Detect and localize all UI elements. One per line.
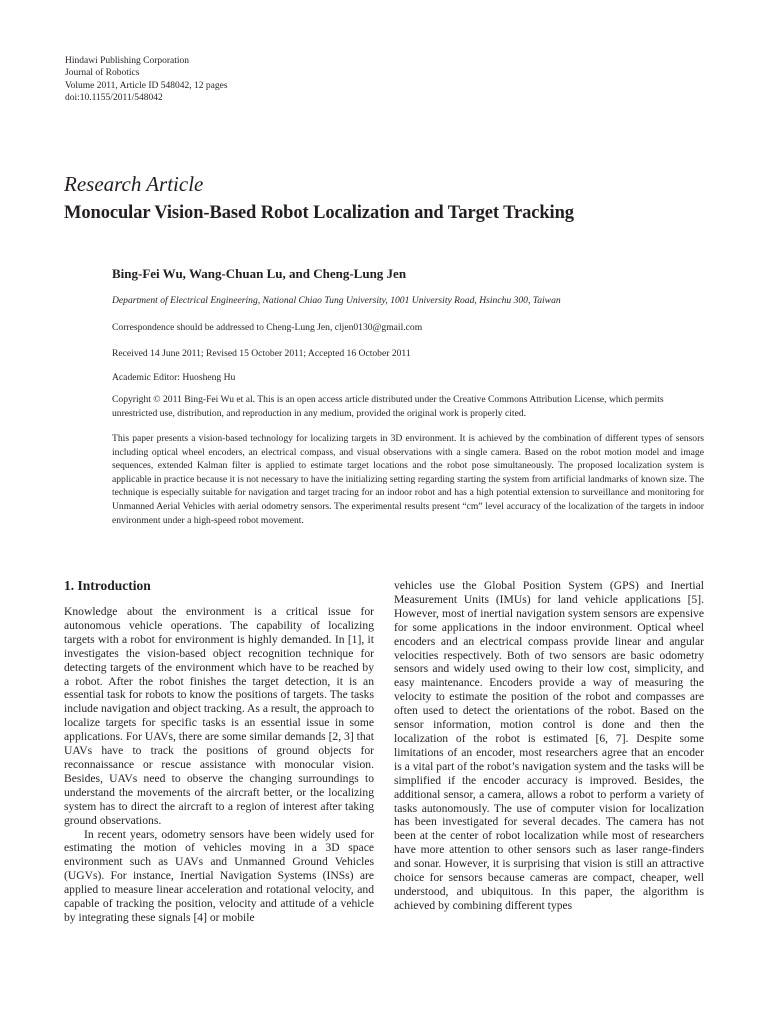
right-column bbox=[394, 579, 704, 913]
dates-line: Received 14 June 2011; Revised 15 October 2011; Accepted 16 October 2011 bbox=[112, 348, 411, 359]
section-heading-introduction: 1. Introduction bbox=[64, 578, 151, 593]
journal-header bbox=[65, 55, 228, 105]
intro-paragraph-1: Knowledge about the environment is a critical issue for autonomous vehicle operations. The capability of localizing targets with a robot for environment is highly demanded. In [1], it investigates the vision-based object recognition technique for detecting targets of the environment which have to be reached by a robot. After the robot finishes the target detection, it is an essential task for robots to know the positions of targets. The tasks include navigation and object tracking. As a result, the approach to localize targets for specific tasks is an essential issue in some applications. For UAVs, there are some similar demands [2, 3] that UAVs have to track the positions of ground objects for reconnaissance or rescue assistance with monocular vision. Besides, UAVs need to observe the changing surroundings to understand the movements of the aircraft better, or the localizing system has to direct the aircraft to a region of interest after taking ground observations. bbox=[64, 605, 374, 827]
publisher-name: Hindawi Publishing Corporation bbox=[65, 56, 190, 66]
left-column bbox=[64, 578, 374, 925]
volume-info: Volume 2011, Article ID 548042, 12 pages bbox=[65, 80, 228, 91]
copyright-notice: Copyright © 2011 Bing-Fei Wu et al. This is an open access article distributed under the Creative Commons Attribution License, which permits unrestricted use, distribution, and reproduction in any medium, provided the original work is properly cited. bbox=[112, 394, 664, 419]
affiliation: Department of Electrical Engineering, National Chiao Tung University, 1001 University Road, Hsinchu 300, Taiwan bbox=[112, 295, 561, 306]
journal-name: Journal of Robotics bbox=[65, 68, 140, 79]
article-type: Research Article bbox=[64, 172, 204, 196]
intro-paragraph-3: vehicles use the Global Position System (GPS) and Inertial Measurement Units (IMUs) for land vehicle applications [5]. However, most of inertial navigation system sensors are expensive for some applications in the indoor environment. Optical wheel encoders and an electrical compass provide linear and angular velocities respectively. Both of two sensors are basic odometry sensors and widely used owing to their low cost, simplicity, and easy maintenance. Encoders provide a way of measuring the velocity to estimate the position of the robot and compasses are often used to detect the orientations of the robot. Based on the sensor information, motion control is done and then the localization of the robot is estimated [6, 7]. Despite some limitations of an encoder, most researchers agree that an encoder is a vital part of the robot’s navigation system and the tasks will be simplified if the encoder accuracy is improved. Besides, the additional sensor, a camera, allows a robot to perform a variety of tasks autonomously. The use of computer vision for localization has been investigated for several decades. The camera has not been at the center of robot localization while most of researchers have more attention to other sensors such as laser range-finders and sonar. However, it is surprising that vision is still an attractive choice for sensors because cameras are compact, cheaper, well understood, and ubiquitous. In this paper, the algorithm is achieved by combining different types bbox=[394, 579, 704, 912]
abstract: This paper presents a vision-based technology for localizing targets in 3D environment. It is achieved by the combination of different types of sensors including optical wheel encoders, an electrical compass, and visual observations with a single camera. Based on the robot motion model and image sequences, extended Kalman filter is applied to estimate target locations and the robot pose simultaneously. The proposed localization system is applicable in practice because it is not necessary to have the initializing setting regarding starting the system from artificial landmarks of known size. The technique is especially suitable for navigation and target tracing for an indoor robot and has a high potential extension to surveillance and monitoring for Unmanned Aerial Vehicles with aerial odometry sensors. The experimental results present “cm” level accuracy of the localization of the targets in indoor environment under a high-speed robot movement. bbox=[112, 433, 704, 526]
doi[interactable]: doi:10.1155/2011/548042 bbox=[65, 93, 163, 104]
intro-paragraph-2: In recent years, odometry sensors have been widely used for estimating the motion of vehicles moving in a 3D space environment such as UAVs and Unmanned Ground Vehicles (UGVs). For instance, Inertial Navigation Systems (INSs) are applied to measure linear acceleration and rotational velocity, and capable of tracking the position, velocity and attitude of a vehicle by integrating these signals [4] or mobile bbox=[64, 827, 374, 924]
correspondence-line[interactable]: Correspondence should be addressed to Cheng-Lung Jen, cljen0130@gmail.com bbox=[112, 322, 423, 333]
academic-editor: Academic Editor: Huosheng Hu bbox=[112, 372, 236, 383]
paper-title: Monocular Vision-Based Robot Localization and Target Tracking bbox=[64, 203, 574, 223]
author-list: Bing-Fei Wu, Wang-Chuan Lu, and Cheng-Lung Jen bbox=[112, 266, 407, 281]
